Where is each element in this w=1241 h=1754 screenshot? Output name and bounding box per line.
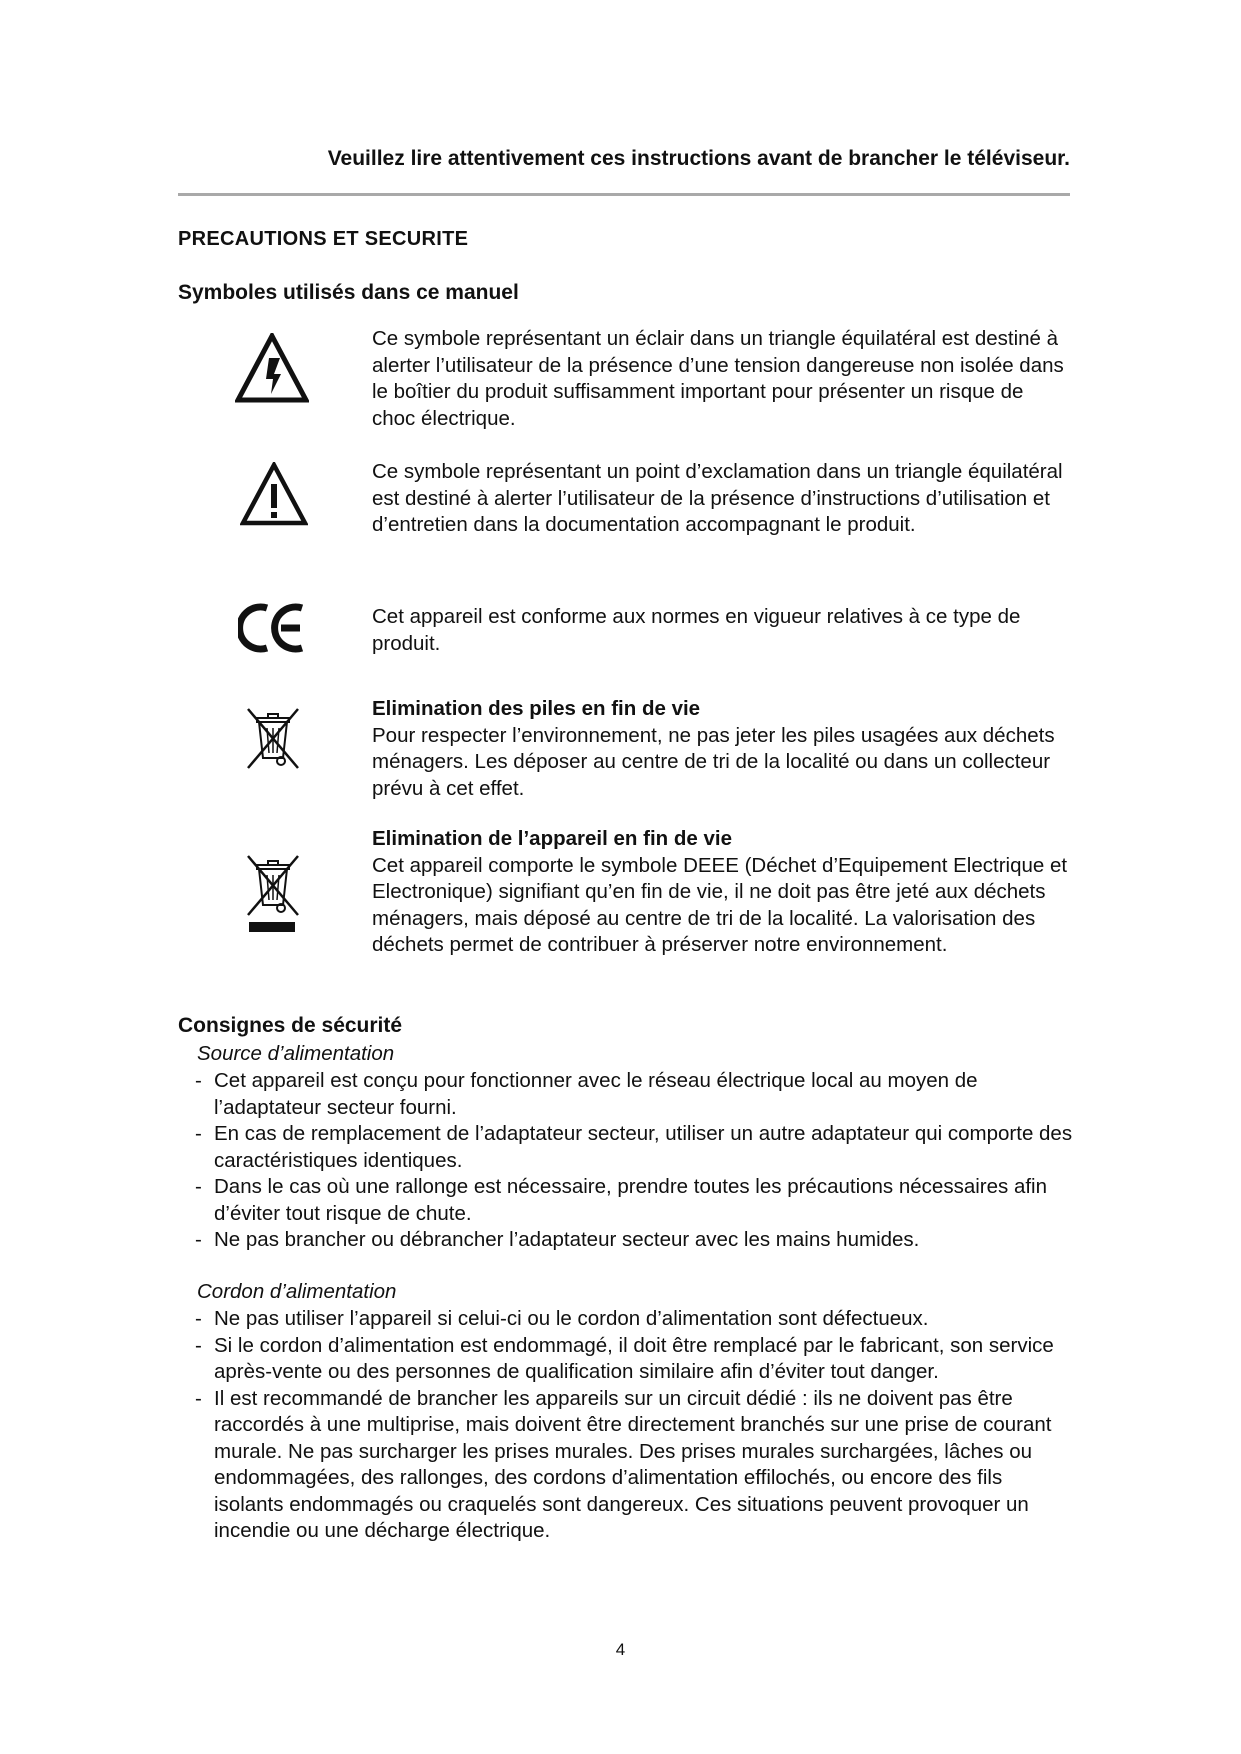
list-item: - Il est recommandé de brancher les appareils sur un circuit dédié : ils ne doivent pas être raccordés à une multiprise, mais doivent être directement branchés sur une prise de courant murale. Ne pas surcharger les prises murales. Des prises murales surchargées, lâches ou endommagées, des rallonges, des cordons d’alimentation effilochés, ou encore des fils isolants endommagés ou craquelés sont dangereux. Ces situations peuvent provoquer un incendie ou une décharge électrique. bbox=[195, 1386, 1075, 1545]
exclamation-triangle-icon bbox=[240, 462, 308, 526]
symbols-heading: Symboles utilisés dans ce manuel bbox=[178, 281, 519, 304]
weee-bin-icon bbox=[245, 853, 301, 933]
list-item: - Ne pas brancher ou débrancher l’adaptateur secteur avec les mains humides. bbox=[195, 1227, 1075, 1254]
symbol-description: Elimination des piles en fin de vie Pour respecter l’environnement, ne pas jeter les piles usagées aux déchets ménagers. Les déposer au centre de tri de la localité ou dans un collecteur prévu à cet effet. bbox=[372, 696, 1072, 802]
symbol-description: Cet appareil est conforme aux normes en vigueur relatives à ce type de produit. bbox=[372, 605, 1021, 655]
symbol-description: Ce symbole représentant un point d’exclamation dans un triangle équilatéral est destiné à alerter l’utilisateur de la présence d’instructions d’utilisation et d’entretien dans la documentation accompagnant le produit. bbox=[372, 460, 1063, 536]
power-source-list bbox=[195, 1068, 1075, 1254]
list-item: - Si le cordon d’alimentation est endommagé, il doit être remplacé par le fabricant, son service après-vente ou des personnes de qualification similaire afin d’éviter tout danger. bbox=[195, 1333, 1075, 1386]
section-heading: PRECAUTIONS ET SECURITE bbox=[178, 228, 469, 250]
list-item: - Dans le cas où une rallonge est nécessaire, prendre toutes les précautions nécessaires afin d’éviter tout risque de chute. bbox=[195, 1174, 1075, 1227]
symbol-title: Elimination des piles en fin de vie bbox=[372, 697, 701, 720]
lightning-triangle-icon bbox=[235, 333, 309, 403]
page-number: 4 bbox=[615, 1640, 626, 1659]
safety-heading: Consignes de sécurité bbox=[178, 1014, 403, 1037]
intro-notice: Veuillez lire attentivement ces instructions avant de brancher le téléviseur. bbox=[327, 147, 1070, 170]
crossed-bin-icon bbox=[245, 706, 301, 770]
list-item: - Cet appareil est conçu pour fonctionner avec le réseau électrique local au moyen de l’adaptateur secteur fourni. bbox=[195, 1068, 1075, 1121]
symbol-description: Elimination de l’appareil en fin de vie Cet appareil comporte le symbole DEEE (Déchet d’Equipement Electrique et Electronique) signifiant qu’en fin de vie, il ne doit pas être jeté aux déchets ménagers, mais déposé au centre de tri de la localité. La valorisation des déchets permet de contribuer à préserver notre environnement. bbox=[372, 826, 1072, 959]
header-divider bbox=[178, 193, 1070, 196]
list-item: - En cas de remplacement de l’adaptateur secteur, utiliser un autre adaptateur qui comporte des caractéristiques identiques. bbox=[195, 1121, 1075, 1174]
ce-mark-icon bbox=[238, 601, 308, 655]
power-cord-list bbox=[195, 1306, 1075, 1545]
power-source-title: Source d’alimentation bbox=[197, 1042, 395, 1065]
list-item: - Ne pas utiliser l’appareil si celui-ci ou le cordon d’alimentation sont défectueux. bbox=[195, 1306, 1075, 1333]
symbol-description: Ce symbole représentant un éclair dans un triangle équilatéral est destiné à alerter l’utilisateur de la présence d’une tension dangereuse non isolée dans le boîtier du produit suffisamment important pour présenter un risque de choc électrique. bbox=[372, 327, 1064, 430]
symbol-title: Elimination de l’appareil en fin de vie bbox=[372, 827, 732, 850]
power-cord-title: Cordon d’alimentation bbox=[197, 1280, 397, 1303]
